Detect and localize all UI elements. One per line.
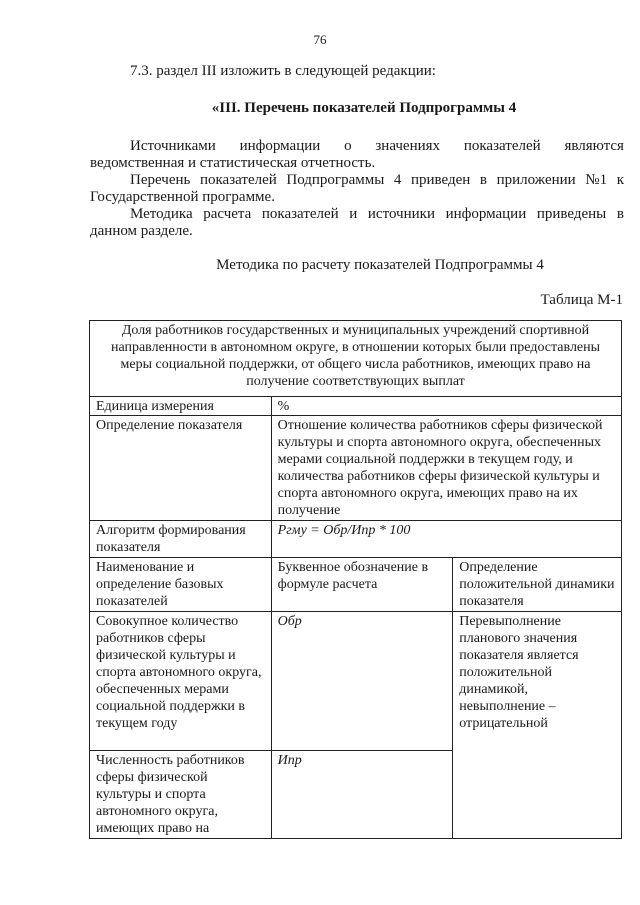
paragraph-word: приведен xyxy=(411,172,471,188)
paragraph-word: в xyxy=(616,206,624,222)
paragraph-word: значениях xyxy=(375,138,441,154)
paragraph-word: показателей xyxy=(199,172,277,188)
paragraph-sources-line1 xyxy=(130,138,624,155)
base-indicator-name: Численность работников сферы физической культуры и спорта автономного округа, имеющих право на xyxy=(90,751,272,839)
definition-value: Отношение количества работников сферы физической культуры и спорта автономного округа, обеспеченных мерами социальной поддержки в текущем году, и количества работников сферы физической культуры и спорта автономного округа, имеющих право на их получение xyxy=(271,416,621,521)
page-number: 76 xyxy=(313,32,327,47)
paragraph-word: источники xyxy=(367,206,435,222)
paragraph-word: и xyxy=(349,206,358,222)
paragraph-method-line2: данном разделе. xyxy=(90,223,193,239)
paragraph-word: в xyxy=(479,172,488,188)
paragraph-method-line1 xyxy=(130,206,624,223)
paragraph-list-line2: Государственной программе. xyxy=(90,189,275,205)
algorithm-formula: Pгму = Обр/Ипр * 100 xyxy=(271,521,621,558)
unit-row xyxy=(90,397,622,416)
paragraph-word: о xyxy=(344,138,352,154)
paragraph-word: Методика xyxy=(130,206,193,222)
methodology-title: Методика по расчету показателей Подпрограммы 4 xyxy=(216,257,544,273)
definition-label: Определение показателя xyxy=(90,416,272,521)
indicator-title: Доля работников государственных и муниципальных учреждений спортивной направленности в автономном округе, в отношении которых были предоставлены меры социальной поддержки, от общего числа работников, имеющих право на получение соответствующих выплат xyxy=(90,321,622,397)
paragraph-word: к xyxy=(616,172,624,188)
table-caption: Таблица М-1 xyxy=(540,292,623,308)
base-indicator-symbol: Ипр xyxy=(271,751,453,839)
table-row xyxy=(90,612,622,751)
paragraph-sources-line2: ведомственная и статистическая отчетность. xyxy=(90,155,376,171)
header-positive-dynamics: Определение положительной динамики показателя xyxy=(453,558,622,612)
definition-row xyxy=(90,416,622,521)
header-name-definition: Наименование и определение базовых показателей xyxy=(90,558,272,612)
paragraph-word: расчета xyxy=(203,206,252,222)
paragraph-word: показателей xyxy=(463,138,541,154)
paragraph-list-line1 xyxy=(130,172,624,189)
section-heading: «III. Перечень показателей Подпрограммы 4 xyxy=(211,100,517,116)
table-title-row xyxy=(90,321,622,397)
paragraph-word: приведены xyxy=(536,206,607,222)
header-letter-symbol: Буквенное обозначение в формуле расчета xyxy=(271,558,453,612)
paragraph-word: Источниками xyxy=(130,138,216,154)
base-indicator-name: Совокупное количество работников сферы физической культуры и спорта автономного округа, обеспеченных мерами социальной поддержки в текущем году xyxy=(90,612,272,751)
algorithm-row xyxy=(90,521,622,558)
amendment-line: 7.3. раздел III изложить в следующей редакции: xyxy=(130,63,436,79)
positive-dynamics-definition: Перевыполнение планового значения показателя является положительной динамикой, невыполнение – отрицательной xyxy=(453,612,622,839)
indicator-table xyxy=(89,320,622,839)
base-indicators-header-row xyxy=(90,558,622,612)
unit-label: Единица измерения xyxy=(90,397,272,416)
paragraph-word: информации xyxy=(445,206,527,222)
paragraph-word: приложении xyxy=(496,172,576,188)
paragraph-word: №1 xyxy=(585,172,608,188)
paragraph-word: информации xyxy=(239,138,321,154)
paragraph-word: Перечень xyxy=(130,172,191,188)
paragraph-word: Подпрограммы xyxy=(286,172,385,188)
paragraph-word: являются xyxy=(564,138,624,154)
paragraph-word: показателей xyxy=(261,206,339,222)
algorithm-label: Алгоритм формирования показателя xyxy=(90,521,272,558)
unit-value: % xyxy=(271,397,621,416)
paragraph-word: 4 xyxy=(393,172,402,188)
base-indicator-symbol: Обр xyxy=(271,612,453,751)
